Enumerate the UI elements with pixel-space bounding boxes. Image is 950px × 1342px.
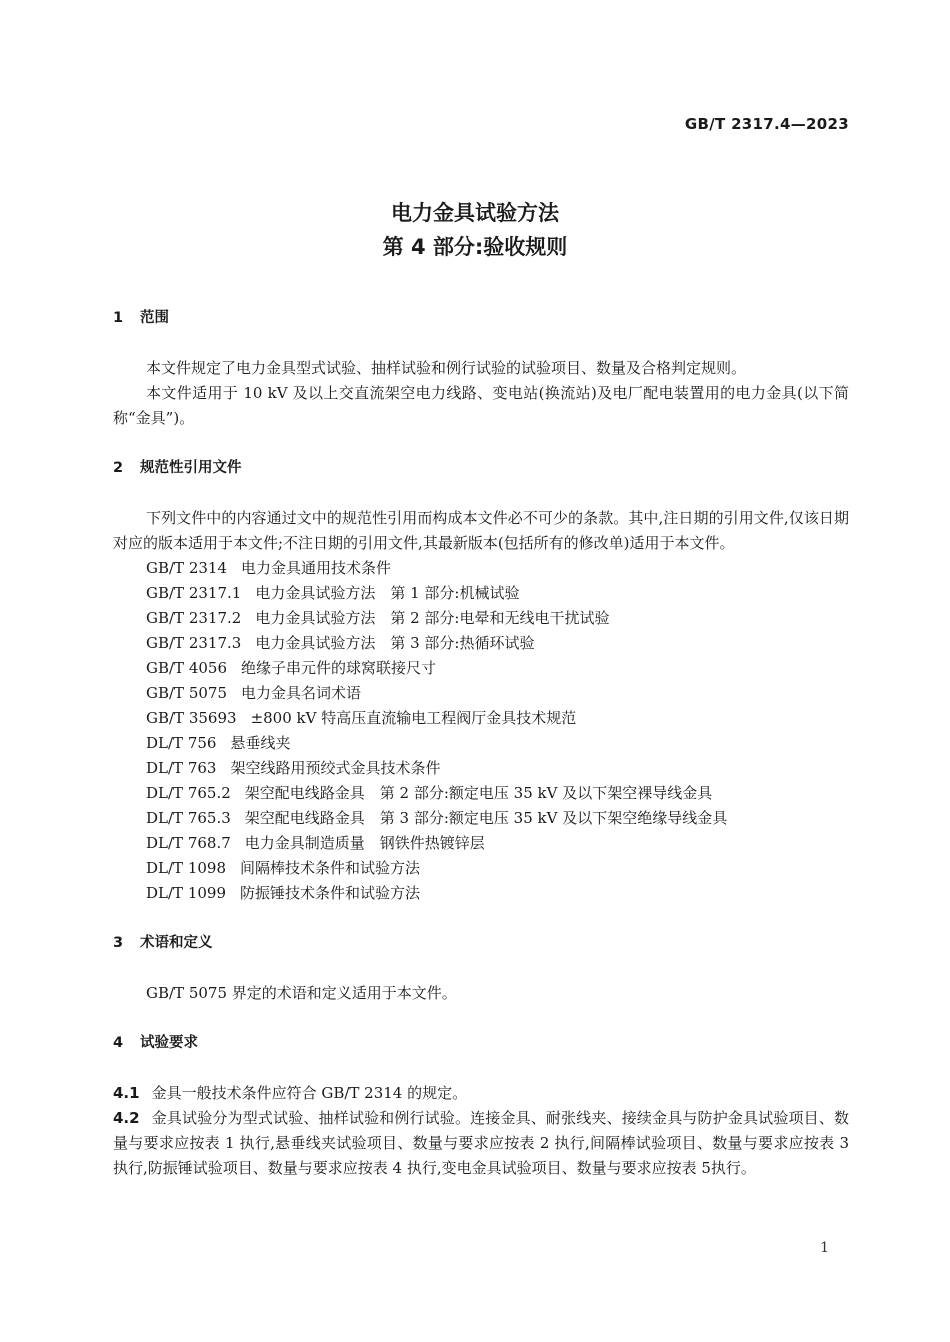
reference-title: 防振锤技术条件和试验方法 xyxy=(240,884,421,902)
title-line-2: 第 4 部分:验收规则 xyxy=(382,235,568,259)
reference-code: DL/T 768.7 xyxy=(146,834,231,852)
reference-title: 绝缘子串元件的球窝联接尺寸 xyxy=(241,659,437,677)
reference-item xyxy=(113,731,849,756)
paragraph: 本文件适用于 10 kV 及以上交直流架空电力线路、变电站(换流站)及电厂配电装置用的电力金具(以下简称“金具”)。 xyxy=(113,384,849,427)
reference-code: GB/T 2317.1 xyxy=(146,584,242,602)
reference-item xyxy=(113,681,849,706)
reference-code: GB/T 2317.2 xyxy=(146,609,242,627)
reference-code: DL/T 763 xyxy=(146,759,217,777)
reference-item xyxy=(113,806,849,831)
section-4-heading xyxy=(113,1031,849,1056)
paragraph: GB/T 5075 界定的术语和定义适用于本文件。 xyxy=(146,984,457,1002)
reference-code: GB/T 5075 xyxy=(146,684,228,702)
reference-title: 架空线路用预绞式金具技术条件 xyxy=(230,759,441,777)
document-title xyxy=(0,196,950,264)
reference-title: 电力金具名词术语 xyxy=(241,684,362,702)
section-3-heading xyxy=(113,931,849,956)
reference-item xyxy=(113,831,849,856)
reference-code: DL/T 1099 xyxy=(146,884,226,902)
clause-text: 金具试验分为型式试验、抽样试验和例行试验。连接金具、耐张线夹、接续金具与防护金具试验项目、数量与要求应按表 1 执行,悬垂线夹试验项目、数量与要求应按表 2 执行,间隔棒试验项目、数量与要求应按表 3 执行,防振锤试验项目、数量与要求应按表 4 执行,变电金具试验项目、数量与要求应按表 5执行。 xyxy=(113,1109,849,1177)
reference-code: GB/T 35693 xyxy=(146,709,237,727)
reference-code: DL/T 765.3 xyxy=(146,809,231,827)
reference-item xyxy=(113,556,849,581)
clause-text: 金具一般技术条件应符合 GB/T 2314 的规定。 xyxy=(151,1084,468,1102)
section-number: 2 xyxy=(113,460,124,476)
reference-code: GB/T 2317.3 xyxy=(146,634,242,652)
section-title: 范围 xyxy=(140,310,169,326)
reference-title: 悬垂线夹 xyxy=(230,734,291,752)
section-title: 试验要求 xyxy=(140,1035,198,1051)
clause-number: 4.1 xyxy=(113,1084,140,1102)
reference-title: 架空配电线路金具 第 2 部分:额定电压 35 kV 及以下架空裸导线金具 xyxy=(244,784,713,802)
reference-code: DL/T 756 xyxy=(146,734,217,752)
paragraph: 下列文件中的内容通过文中的规范性引用而构成本文件必不可少的条款。其中,注日期的引用文件,仅该日期对应的版本适用于本文件;不注日期的引用文件,其最新版本(包括所有的修改单)适用于本文件。 xyxy=(113,509,849,552)
reference-title: 电力金具试验方法 第 3 部分:热循环试验 xyxy=(255,634,535,652)
clause-4-2 xyxy=(113,1106,849,1181)
reference-code: GB/T 2314 xyxy=(146,559,228,577)
reference-item xyxy=(113,581,849,606)
section-title: 规范性引用文件 xyxy=(140,460,242,476)
section-2-heading xyxy=(113,456,849,481)
section-number: 1 xyxy=(113,310,124,326)
reference-title: 架空配电线路金具 第 3 部分:额定电压 35 kV 及以下架空绝缘导线金具 xyxy=(244,809,728,827)
reference-item xyxy=(113,631,849,656)
reference-title: ±800 kV 特高压直流输电工程阀厅金具技术规范 xyxy=(250,709,577,727)
clause-number: 4.2 xyxy=(113,1109,140,1127)
title-line-1: 电力金具试验方法 xyxy=(391,201,559,225)
reference-title: 电力金具通用技术条件 xyxy=(241,559,392,577)
reference-item xyxy=(113,756,849,781)
reference-code: DL/T 1098 xyxy=(146,859,226,877)
section-number: 4 xyxy=(113,1035,124,1051)
reference-item xyxy=(113,881,849,906)
reference-item xyxy=(113,856,849,881)
reference-list xyxy=(113,556,849,906)
reference-title: 电力金具试验方法 第 1 部分:机械试验 xyxy=(255,584,520,602)
reference-title: 电力金具试验方法 第 2 部分:电晕和无线电干扰试验 xyxy=(255,609,610,627)
standard-number: GB/T 2317.4—2023 xyxy=(684,115,849,133)
reference-item xyxy=(113,706,849,731)
reference-item xyxy=(113,781,849,806)
reference-code: GB/T 4056 xyxy=(146,659,228,677)
reference-item xyxy=(113,656,849,681)
page-number: 1 xyxy=(820,1240,829,1256)
clause-4-1 xyxy=(113,1081,849,1106)
reference-code: DL/T 765.2 xyxy=(146,784,231,802)
section-1-heading xyxy=(113,306,849,331)
document-body xyxy=(113,306,849,1181)
reference-item xyxy=(113,606,849,631)
reference-title: 间隔棒技术条件和试验方法 xyxy=(240,859,421,877)
section-title: 术语和定义 xyxy=(140,935,213,951)
section-number: 3 xyxy=(113,935,124,951)
paragraph: 本文件规定了电力金具型式试验、抽样试验和例行试验的试验项目、数量及合格判定规则。 xyxy=(146,359,747,377)
reference-title: 电力金具制造质量 钢铁件热镀锌层 xyxy=(244,834,485,852)
